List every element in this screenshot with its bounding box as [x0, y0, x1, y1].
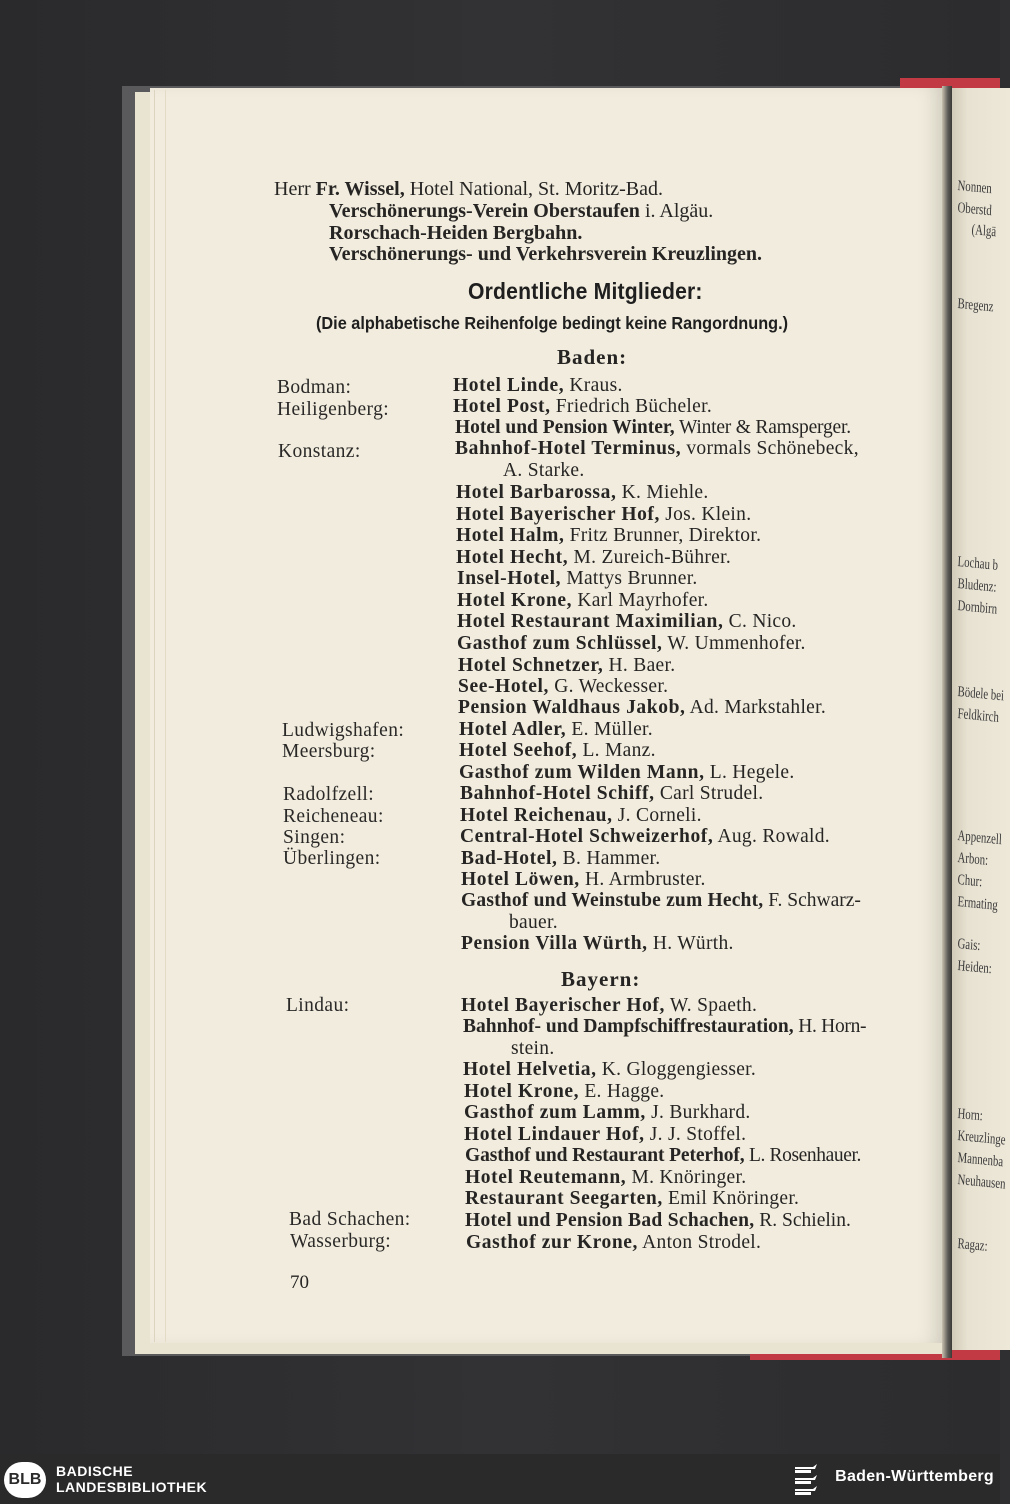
- place-name: Bodman:: [277, 377, 352, 398]
- entry-name: Hotel Helvetia,: [463, 1059, 597, 1080]
- entry-detail: F. Schwarz-: [768, 890, 861, 911]
- entry-detail: H. Armbruster.: [584, 869, 706, 890]
- header-name: Fr. Wissel,: [315, 178, 405, 200]
- entry-detail: Karl Mayrhofer.: [577, 590, 709, 611]
- entry-name: Pension Villa Würth,: [461, 933, 648, 954]
- entry-detail: vormals Schönebeck,: [686, 438, 859, 459]
- entry-name: Hotel Reichenau,: [460, 805, 613, 826]
- entry-detail: J. Burkhard.: [651, 1102, 751, 1123]
- place-name: Bad Schachen:: [289, 1209, 411, 1230]
- entry: [456, 482, 709, 504]
- entry-name: Hotel Lindauer Hof,: [464, 1124, 645, 1145]
- entry-detail: H. Würth.: [652, 933, 734, 954]
- entry-name: Gasthof zum Wilden Mann,: [459, 762, 705, 783]
- entry-name: Bahnhof-Hotel Schiff,: [460, 783, 655, 804]
- entry-name: Hotel Reutemann,: [465, 1167, 627, 1188]
- footer-bar: [0, 1454, 1000, 1504]
- facing-word: Dornbirn: [957, 598, 998, 618]
- entry-detail: Anton Strodel.: [642, 1232, 762, 1253]
- entry: [456, 525, 761, 547]
- entry-name: Bad-Hotel,: [461, 848, 558, 869]
- entry: [460, 826, 830, 848]
- place-name: Überlingen:: [283, 848, 381, 869]
- facing-word: Oberstd: [957, 200, 993, 220]
- facing-word: Mannenba: [957, 1150, 1004, 1171]
- entry: [458, 655, 675, 677]
- entry: [464, 1102, 751, 1124]
- entry: [463, 1059, 756, 1081]
- entry-detail: Aug. Rowald.: [717, 826, 830, 847]
- header-line-1: [274, 178, 663, 201]
- entry-name: Central-Hotel Schweizerhof,: [460, 826, 714, 847]
- entry: [460, 805, 702, 827]
- entry-detail: W. Spaeth.: [669, 995, 758, 1016]
- entry-detail: H. Horn-: [798, 1016, 867, 1037]
- facing-word: Nonnen: [957, 178, 993, 198]
- facing-page: [950, 88, 1010, 1350]
- entry: [453, 375, 623, 397]
- entry-name: Gasthof zur Krone,: [466, 1232, 639, 1253]
- entry-name: Hotel Barbarossa,: [456, 482, 617, 503]
- entry-name: Gasthof und Weinstube zum Hecht,: [461, 890, 764, 911]
- entry: [455, 438, 859, 460]
- entry-name: Hotel Löwen,: [461, 869, 580, 890]
- entry-detail: G. Weckesser.: [554, 676, 669, 697]
- facing-word: Feldkirch: [957, 706, 1000, 726]
- facing-word: Heiden:: [957, 958, 993, 978]
- entry-name: Hotel und Pension Bad Schachen,: [465, 1210, 755, 1231]
- entry-name: Hotel Post,: [453, 396, 551, 417]
- entry: [460, 783, 763, 805]
- header-prefix: Herr: [274, 178, 311, 200]
- entry: [453, 396, 712, 418]
- entry-continuation: [509, 912, 558, 934]
- entry: [459, 762, 795, 784]
- facing-word: Neuhausen: [957, 1172, 1006, 1193]
- entry: [464, 1124, 746, 1146]
- facing-word: Bregenz: [957, 296, 994, 316]
- entry-detail: Friedrich Bücheler.: [555, 396, 713, 417]
- header-name: Verschönerungs-Verein Oberstaufen: [329, 200, 640, 222]
- entry-detail: Winter & Ramsperger.: [678, 417, 851, 438]
- entry: [461, 890, 861, 912]
- entry: [465, 1210, 851, 1232]
- entry-detail: M. Knöringer.: [631, 1167, 747, 1188]
- entry: [464, 1081, 664, 1103]
- book-gutter: [942, 86, 952, 1358]
- entry-detail: B. Hammer.: [562, 848, 661, 869]
- header-line-4: Verschönerungs- und Verkehrsverein Kreuzlingen.: [329, 243, 762, 265]
- entry-name: Hotel Schnetzer,: [458, 655, 604, 676]
- entry-detail: L. Manz.: [582, 740, 656, 761]
- entry-detail: J. J. Stoffel.: [649, 1124, 747, 1145]
- entry-name: Hotel Linde,: [453, 375, 565, 396]
- entry-name: Hotel Halm,: [456, 525, 565, 546]
- entry-name: Hotel Krone,: [457, 590, 573, 611]
- facing-word: Lochau b: [957, 554, 999, 574]
- facing-word: Chur:: [957, 872, 983, 891]
- entry-detail: H. Baer.: [608, 655, 676, 676]
- facing-word: Gais:: [957, 936, 981, 955]
- entry: [463, 1016, 866, 1038]
- place-name: Meersburg:: [282, 741, 376, 762]
- facing-word: Ermating: [957, 894, 999, 914]
- header-rest: Hotel National, St. Moritz-Bad.: [409, 178, 664, 200]
- header-rest: i. Algäu.: [644, 200, 714, 222]
- entry-detail: Emil Knöringer.: [668, 1188, 800, 1209]
- entry-detail: E. Hagge.: [584, 1081, 665, 1102]
- entry: [457, 568, 698, 590]
- entry: [465, 1145, 861, 1167]
- entry: [456, 504, 751, 526]
- place-name: Konstanz:: [278, 441, 361, 462]
- entry-detail: bauer.: [509, 912, 558, 933]
- lions-crest-icon: [792, 1462, 820, 1498]
- entry-detail: Kraus.: [569, 375, 623, 396]
- place-name: Wasserburg:: [290, 1231, 392, 1252]
- facing-word: Ragaz:: [957, 1236, 988, 1255]
- entry-name: Hotel Krone,: [464, 1081, 580, 1102]
- page-number: 70: [290, 1272, 309, 1293]
- facing-word: Appenzell: [957, 828, 1003, 849]
- entry: [465, 1188, 799, 1210]
- entry: [458, 697, 826, 719]
- entry-detail: Fritz Brunner, Direktor.: [569, 525, 762, 546]
- entry-continuation: [503, 460, 585, 482]
- page-edges: [154, 90, 166, 1342]
- entry: [457, 590, 709, 612]
- state-name[interactable]: Baden-Württemberg: [835, 1468, 994, 1485]
- place-name: Lindau:: [286, 995, 350, 1016]
- entry: [458, 676, 668, 698]
- facing-word: (Algä: [971, 222, 997, 241]
- place-name: Radolfzell:: [283, 784, 375, 805]
- entry: [466, 1232, 761, 1254]
- entry-name: Hotel Seehof,: [459, 740, 578, 761]
- region-heading-bayern: Bayern:: [561, 967, 641, 991]
- entry-detail: W. Ummenhofer.: [667, 633, 806, 654]
- entry-name: Bahnhof- und Dampfschiffrestauration,: [463, 1016, 794, 1037]
- entry-detail: E. Müller.: [571, 719, 653, 740]
- entry-name: Hotel Bayerischer Hof,: [456, 504, 661, 525]
- entry: [461, 995, 757, 1017]
- entry-detail: J. Corneli.: [617, 805, 702, 826]
- entry-detail: Jos. Klein.: [665, 504, 752, 525]
- entry-detail: K. Miehle.: [621, 482, 709, 503]
- institution-line-2: LANDESBIBLIOTHEK: [56, 1479, 208, 1495]
- entry: [461, 848, 660, 870]
- header-line-2: [329, 200, 713, 223]
- entry-name: Hotel Adler,: [459, 719, 567, 740]
- facing-word: Arbon:: [957, 850, 989, 869]
- entry: [459, 740, 656, 762]
- facing-word: Kreuzlinge: [957, 1128, 1006, 1149]
- entry-name: Restaurant Seegarten,: [465, 1188, 663, 1209]
- facing-word: Bludenz:: [957, 576, 997, 596]
- facing-word: Horn:: [957, 1106, 984, 1125]
- entry-continuation: [511, 1038, 555, 1060]
- entry-detail: M. Zureich-Bührer.: [573, 547, 732, 568]
- entry-detail: K. Gloggengiesser.: [601, 1059, 757, 1080]
- entry: [461, 869, 706, 891]
- entry-detail: stein.: [511, 1038, 555, 1059]
- place-name: Singen:: [283, 827, 346, 848]
- entry: [455, 417, 851, 439]
- entry-detail: Mattys Brunner.: [566, 568, 698, 589]
- entry-name: Hotel und Pension Winter,: [455, 417, 675, 438]
- entry-name: Gasthof und Restaurant Peterhof,: [465, 1145, 745, 1166]
- entry: [457, 611, 797, 633]
- entry-detail: Carl Strudel.: [659, 783, 764, 804]
- entry-detail: A. Starke.: [503, 460, 585, 481]
- entry: [465, 1167, 746, 1189]
- entry-detail: R. Schielin.: [759, 1210, 851, 1231]
- entry-name: Hotel Hecht,: [456, 547, 569, 568]
- institution-name[interactable]: [56, 1463, 207, 1495]
- entry: [459, 719, 653, 741]
- entry-detail: C. Nico.: [728, 611, 797, 632]
- entry-detail: Ad. Markstahler.: [689, 697, 827, 718]
- section-subtitle: (Die alphabetische Reihenfolge bedingt keine Rangordnung.): [316, 313, 789, 333]
- place-name: Heiligenberg:: [277, 399, 390, 420]
- place-name: Reicheneau:: [283, 806, 384, 827]
- entry-name: Gasthof zum Schlüssel,: [457, 633, 663, 654]
- entry-name: Insel-Hotel,: [457, 568, 562, 589]
- entry-name: Gasthof zum Lamm,: [464, 1102, 646, 1123]
- section-title: Ordentliche Mitglieder:: [468, 278, 703, 304]
- entry-name: Bahnhof-Hotel Terminus,: [455, 438, 682, 459]
- entry-name: Pension Waldhaus Jakob,: [458, 697, 686, 718]
- entry: [461, 933, 734, 955]
- facing-word: Bödele bei: [957, 684, 1005, 705]
- entry: [456, 547, 731, 569]
- blb-logo[interactable]: BLB: [4, 1462, 46, 1498]
- entry-name: Hotel Restaurant Maximilian,: [457, 611, 724, 632]
- place-name: Ludwigshafen:: [282, 720, 405, 741]
- institution-line-1: BADISCHE: [56, 1463, 134, 1479]
- entry-detail: L. Hegele.: [709, 762, 795, 783]
- entry: [457, 633, 806, 655]
- header-line-3: Rorschach-Heiden Bergbahn.: [329, 222, 583, 244]
- region-heading-baden: Baden:: [557, 345, 628, 369]
- entry-name: Hotel Bayerischer Hof,: [461, 995, 666, 1016]
- entry-detail: L. Rosenhauer.: [749, 1145, 861, 1166]
- entry-name: See-Hotel,: [458, 676, 550, 697]
